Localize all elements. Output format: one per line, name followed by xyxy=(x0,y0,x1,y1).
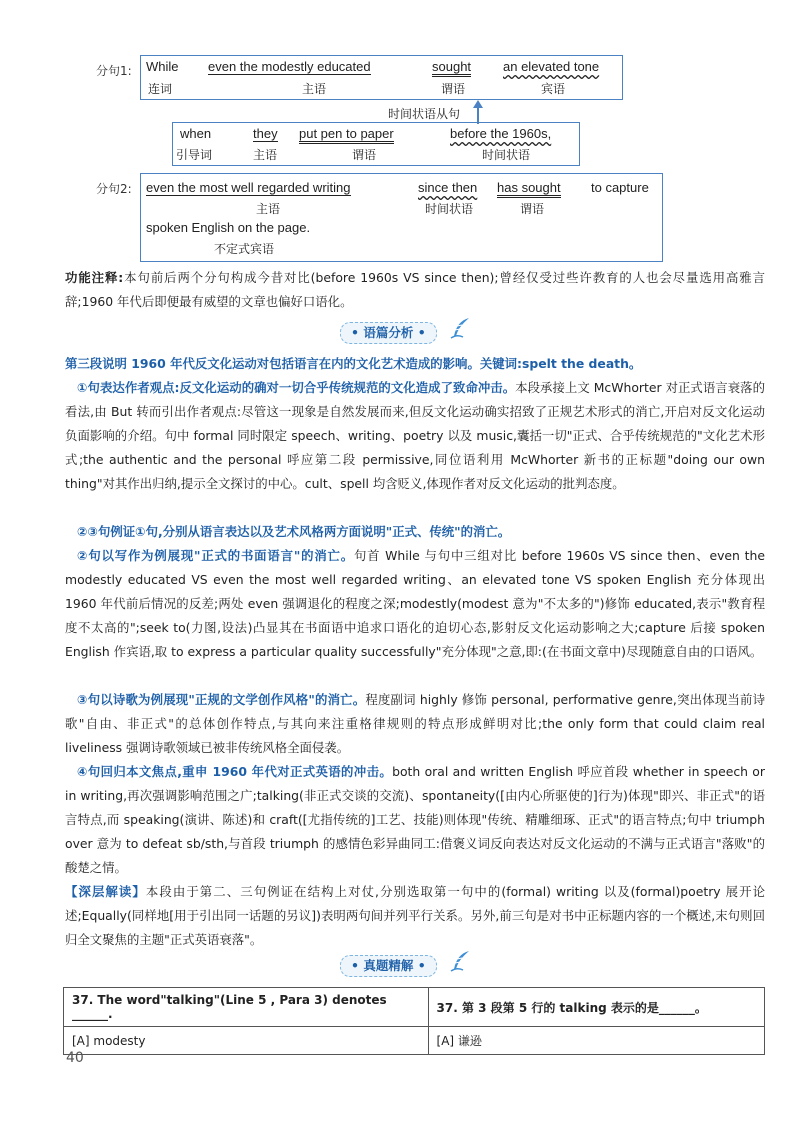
clause1-label-predicate: 谓语 xyxy=(441,82,466,96)
clause1-label-subject: 主语 xyxy=(302,82,327,96)
question-cn: 37. 第 3 段第 5 行的 talking 表示的是______。 xyxy=(428,988,764,1027)
analysis-p5-text: 程度副词 highly 修饰 personal, performative genre,突出体现当前诗歌"自由、非正式"的总体创作特点,与其向来注重格律规则的特点形成鲜明对比;the only form that could claim real liveliness 强调诗歌领域已被非传统风格全面侵袭。 xyxy=(65,692,765,755)
analysis-p4-heading: ②句以写作为例展现"正式的书面语言"的消亡。 xyxy=(77,548,354,563)
clause2-label-subject: 主语 xyxy=(256,202,281,216)
clause1-subject: even the modestly educated xyxy=(208,59,371,74)
function-note-label: 功能注释: xyxy=(65,270,124,285)
clause1-object: an elevated tone xyxy=(503,59,600,74)
analysis-paragraph-7 xyxy=(65,880,765,952)
clause1-predicate: sought xyxy=(432,59,471,77)
subclause-label-subject: 主语 xyxy=(253,148,278,162)
question-row xyxy=(64,988,765,1027)
option-a-en: [A] modesty xyxy=(64,1027,429,1055)
option-a-cn: [A] 谦逊 xyxy=(428,1027,764,1055)
analysis-p4-text: 句首 While 与句中三组对比 before 1960s VS since then、even the modestly educated VS even the most well regarded writing、an elevated tone VS spoken English 充分体现出 1960 年代前后情况的反差;两处 even 强调退化的程度之深;modestly(modest 意为"不太多的")修饰 educated,表示"教育程度不太高的";seek to(力图,设法)凸显其在书面语中追求口语化的迫切心态,影射反文化运动影响之大;capture 后接 spoken English 作宾语,取 to express a particular quality successfully"充分体现"之意,即:(在书面文章中)尽现随意自由的口语风。 xyxy=(65,548,766,659)
subclause-label-adverbial: 时间状语 xyxy=(482,148,531,162)
feather-pen-icon xyxy=(449,949,473,973)
function-note xyxy=(65,266,765,314)
clause2-subject: even the most well regarded writing xyxy=(146,180,351,195)
deep-reading-label: 【深层解读】 xyxy=(65,884,146,899)
up-arrow-icon xyxy=(471,100,485,124)
analysis-summary: 第三段说明 1960 年代反文化运动对包括语言在内的文化艺术造成的影响。关键词:spelt the death。 xyxy=(65,356,642,371)
analysis-p6-text: both oral and written English 呼应首段 whether in speech or in writing,再次强调影响范围之广;talking(非正式交谈的交流)、spontaneity([由内心所驱使的]行为)体现"即兴、非正式"的语言特点,而 speaking(演讲、陈述)和 craft([尤指传统的]工艺、技能)则体现"传统、精雕细琢、正式"的语言特点;句中 triumph over 意为 to defeat sb/sth,与首段 triumph 的感情色彩异曲同工:借褒义词反向表达对反文化运动的不满与正式语言"落败"的酸楚之情。 xyxy=(65,764,765,875)
clause1-label-object: 宾语 xyxy=(541,82,566,96)
analysis-paragraph-5 xyxy=(65,688,765,760)
clause2-predicate: has sought xyxy=(497,180,561,198)
analysis-p3-heading: ②③句例证①句,分别从语言表达以及艺术风格两方面说明"正式、传统"的消亡。 xyxy=(77,524,511,539)
function-note-text: 本句前后两个分句构成今昔对比(before 1960s VS since then);曾经仅受过些许教育的人也会尽量选用高雅言辞;1960 年代后即便最有威望的文章也偏好口语化。 xyxy=(65,270,765,309)
subclause-predicate: put pen to paper xyxy=(299,126,394,144)
clause2-label-predicate: 谓语 xyxy=(520,202,545,216)
analysis-p5-heading: ③句以诗歌为例展现"正规的文学创作风格"的消亡。 xyxy=(77,692,366,707)
clause2-infinitive-object: spoken English on the page. xyxy=(146,220,311,235)
analysis-paragraph-1 xyxy=(65,352,765,376)
analysis-paragraph-4 xyxy=(65,544,765,664)
subclause-subject: they xyxy=(253,126,278,141)
analysis-p2-text: 本段承接上文 McWhorter 对正式语言衰落的看法,由 But 转而引出作者观点:尽管这一现象是自然发展而来,但反文化运动确实招致了正规艺术形式的消亡,开启对反文化运动负面影响的介绍。句中 formal 同时限定 speech、writing、poetry 以及 music,囊括一切"正式、合乎传统规范的"文化艺术形式;the authentic and the personal 呼应第二段 permissive,同位语利用 McWhorter 新书的正标题"doing our own thing"对其作出归纳,提示全文探讨的中心。cult、spell 均含贬义,体现作者对反文化运动的批判态度。 xyxy=(65,380,765,491)
clause1-label-conj: 连词 xyxy=(148,82,173,96)
analysis-paragraph-6 xyxy=(65,760,765,880)
clause1-label: 分句1: xyxy=(96,64,132,78)
clause2-adverbial: since then xyxy=(418,180,478,195)
clause2-label: 分句2: xyxy=(96,182,132,196)
analysis-p6-heading: ④句回归本文焦点,重申 1960 年代对正式英语的冲击。 xyxy=(77,764,393,779)
subclause-label-predicate: 谓语 xyxy=(352,148,377,162)
clause2-label-infinitive-object: 不定式宾语 xyxy=(214,242,275,256)
page-number: 40 xyxy=(66,1050,84,1066)
deep-reading-text: 本段由于第二、三句例证在结构上对仗,分别选取第一句中的(formal) writing 以及(formal)poetry 展开论述;Equally(同样地[用于引出同一话题的另议])表明两句间并列平行关系。另外,前三句是对书中正标题内容的一个概述,末句则回归全文聚焦的主题"正式英语衰落"。 xyxy=(65,884,766,947)
analysis-paragraph-3 xyxy=(65,520,765,544)
subclause-adverbial: before the 1960s, xyxy=(450,126,552,141)
arrow-label: 时间状语从句 xyxy=(388,107,461,121)
question-en: 37. The word"talking"(Line 5 , Para 3) denotes ______. xyxy=(64,988,429,1027)
option-row xyxy=(64,1027,765,1055)
clause2-infinitive: to capture xyxy=(591,180,649,195)
subclause-word-when: when xyxy=(180,126,212,141)
question-table xyxy=(63,987,765,1055)
analysis-p2-heading: ①句表达作者观点:反文化运动的确对一切合乎传统规范的文化造成了致命冲击。 xyxy=(77,380,516,395)
section-title-exam: • 真题精解 • xyxy=(340,955,437,977)
feather-pen-icon xyxy=(449,316,473,340)
subclause-label-intro: 引导词 xyxy=(176,148,213,162)
clause1-word-while: While xyxy=(146,59,179,74)
section-title-discourse: • 语篇分析 • xyxy=(340,322,437,344)
clause2-label-adverbial: 时间状语 xyxy=(425,202,474,216)
analysis-paragraph-2 xyxy=(65,376,765,496)
